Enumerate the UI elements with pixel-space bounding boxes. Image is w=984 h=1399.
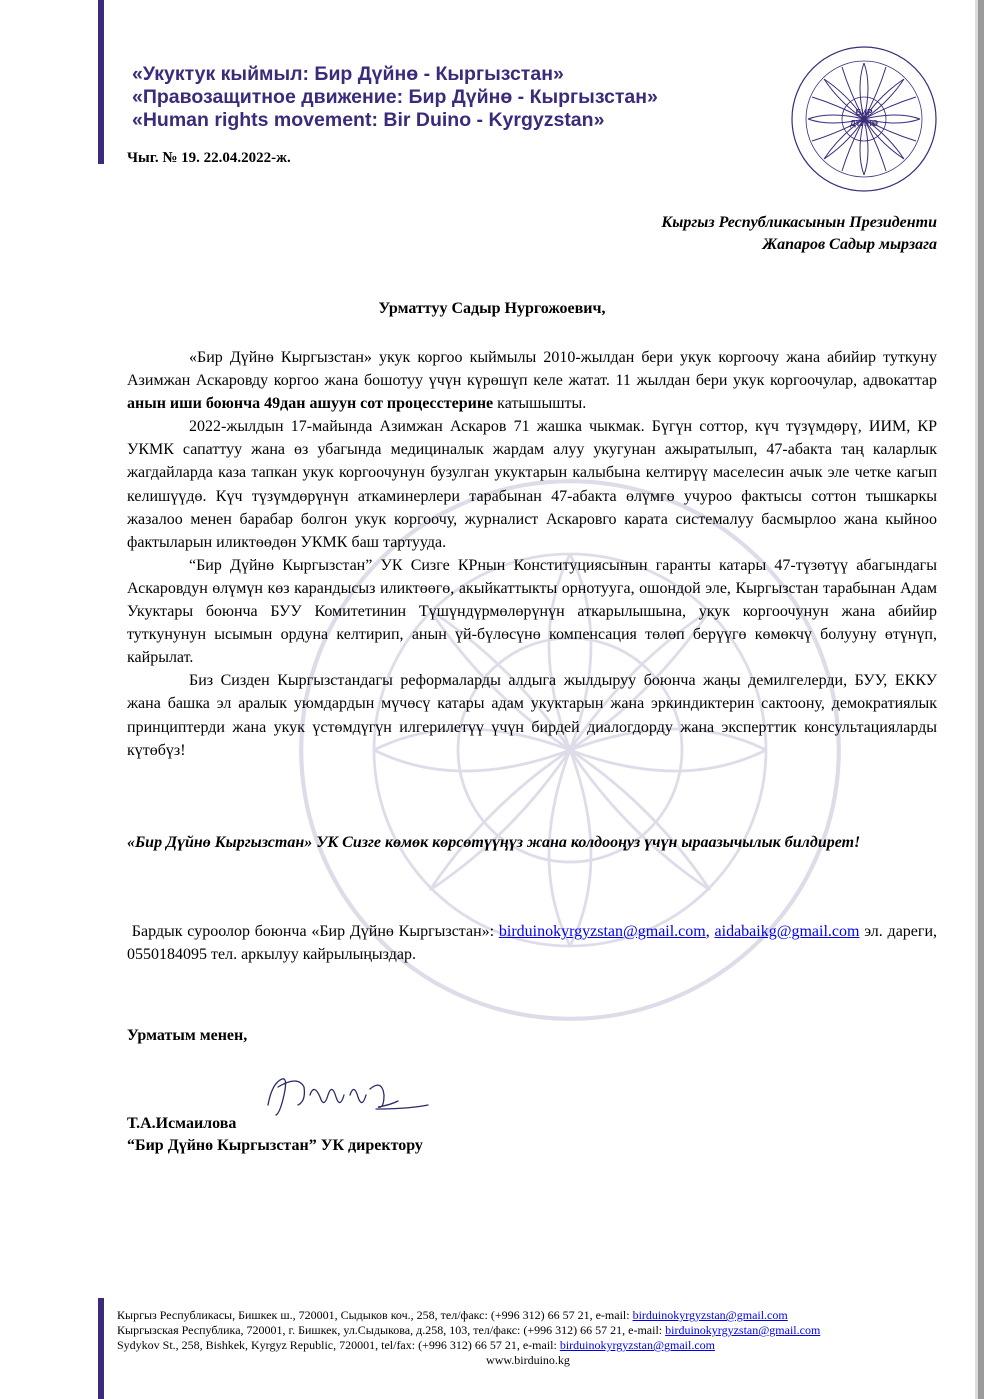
paragraph-1-text: «Бир Дүйнө Кыргызстан» укук коргоо кыймылы 2010-жылдан бери укук коргоочу жана абийир туткуну Азимжан Аскаровду коргоо жана бошотуу үчүн күрөшүп келе жатат. 11 жылдан бери укук коргоочулар, адвокаттар: [127, 349, 937, 390]
footer-email-link-2[interactable]: birduinokyrgyzstan@gmail.com: [665, 1323, 821, 1337]
email-link-2[interactable]: aidabaikg@gmail.com: [714, 923, 860, 940]
svg-text:ДҮЙНӨ: ДҮЙНӨ: [850, 119, 878, 128]
addressee: [661, 212, 937, 256]
contacts-sep: ,: [705, 923, 715, 940]
email-link-1[interactable]: birduinokyrgyzstan@gmail.com: [498, 923, 706, 940]
addressee-line-1: Кыргыз Республикасынын Президенти: [661, 214, 937, 231]
contacts-text-1: Бардык суроолор боюнча «Бир Дүйнө Кыргызстан»:: [131, 923, 499, 940]
paragraph-4: Биз Сизден Кыргызстандагы реформаларды алдыга жылдыруу боюнча жаңы демилгелерди, БУУ, ЕККУ жана башка эл аралык уюмдардын мүчөсү катары адам укуктарын жана эркиндиктерин сактоону, демократиялык принциптерди жана укук үстөмдүгүн илгерилетүү үчүн бирдей диалогдорду жана эксперттик консультацияларды күтөбүз!: [127, 672, 937, 759]
footer-line-ky: [117, 1308, 820, 1323]
footer-line-ky-text: Кыргыз Республикасы, Бишкек ш., 720001, Сыдыков коч., 258, тел/факс: (+996 312) 66 57 21, e-mail:: [117, 1308, 633, 1322]
paragraph-1-tail: катышышты.: [493, 395, 587, 413]
footer-email-link-1[interactable]: birduinokyrgyzstan@gmail.com: [632, 1308, 788, 1322]
addressee-line-2: Жапаров Садыр мырзага: [762, 236, 937, 253]
footer: [117, 1308, 820, 1353]
bir-duino-logo: [790, 45, 938, 193]
letter-body: [127, 346, 937, 762]
footer-email-link-3[interactable]: birduinokyrgyzstan@gmail.com: [559, 1338, 715, 1352]
paragraph-2: 2022-жылдын 17-майында Азимжан Аскаров 71 жашка чыкмак. Бүгүн соттор, күч түзүмдөрү, ИИМ, КР УКМК сапаттуу жана өз убагында медициналык жардам алуу укугунан ажыратылып, 47-абакта таң каларлык жагдайларда каза тапкан укук коргоочунун бузулган укуктарын калыбына келтирүү маселесин ачык эле четке кагып келишүүдө. Күч түзүмдөрүнүн аткаминерлери тарабынан 47-абакта өлүмгө учуроо фактысы соттон тышкаркы жазалоо менен барабар болгон укук коргоочу, журналист Аскаровго карата системалуу басмырлоо жана кыйноо фактыларын иликтөөдөн УКМК баш тартууда.: [127, 418, 937, 551]
footer-line-ru-text: Кыргызская Республика, 720001, г. Бишкек, ул.Сыдыкова, д.258, 103, тел/факс: (+996 312) 66 57 21, e-mail:: [117, 1323, 666, 1337]
signer-name: Т.А.Исмаилова: [127, 1115, 237, 1132]
footer-line-en-text: Sydykov St., 258, Bishkek, Kyrgyz Republic, 720001, tel/fax: (+996 312) 66 57 21, e-mail:: [117, 1338, 560, 1352]
footer-accent-bar: [98, 1298, 104, 1399]
regards: Урматым менен,: [127, 1027, 248, 1044]
closing-statement: «Бир Дүйнө Кыргызстан» УК Сизге көмөк көрсөтүүңүз жана колдооңуз үчүн ыраазычылык билдирет!: [127, 834, 861, 851]
salutation: Урматтуу Садыр Нургожоевич,: [378, 300, 606, 317]
svg-text:БИР: БИР: [855, 108, 873, 117]
footer-line-en: [117, 1338, 820, 1353]
contacts: [127, 920, 937, 966]
paragraph-3: “Бир Дүйнө Кыргызстан” УК Сизге КРнын Конституциясынын гаранты катары 47-түзөтүү абагындагы Аскаровдун өлүмүн көз карандысыз иликтөөгө, акыйкаттыкты орнотууга, ошондой эле, Кыргызстан тарабынан Адам Укуктары боюнча БУУ Комитетинин Түшүндүрмөлөрүнүн аткарылышына, укук коргоочунун жана абийир туткунунун ысымын ордуна келтирип, анын үй-бүлөсүнө компенсация төлөп берүүгө көмөкчү болууну өтүнүп, кайрылат.: [127, 556, 937, 667]
org-name-ky: «Укуктук кыймыл: Бир Дүйнө - Кыргызстан»: [132, 63, 564, 85]
footer-website[interactable]: www.birduino.kg: [486, 1353, 570, 1367]
paragraph-1: [127, 346, 937, 415]
signer-title: “Бир Дүйнө Кыргызстан” УК директору: [127, 1137, 423, 1154]
org-names: [132, 63, 658, 132]
footer-line-ru: [117, 1323, 820, 1338]
signature: [258, 1065, 438, 1125]
org-name-en: «Human rights movement: Bir Duino - Kyrgyzstan»: [132, 109, 605, 131]
paragraph-1-bold: анын иши боюнча 49дан ашуун сот процесстерине: [127, 395, 494, 413]
contacts-text-2: эл. дареги, 0550184095 тел. аркылуу кайрылыңыздар.: [127, 923, 938, 963]
org-name-ru: «Правозащитное движение: Бир Дүйнө - Кыргызстан»: [132, 86, 658, 108]
document-number: Чыг. № 19. 22.04.2022-ж.: [127, 150, 291, 166]
header-accent-bar: [98, 0, 104, 164]
page-edge: [978, 0, 984, 1399]
